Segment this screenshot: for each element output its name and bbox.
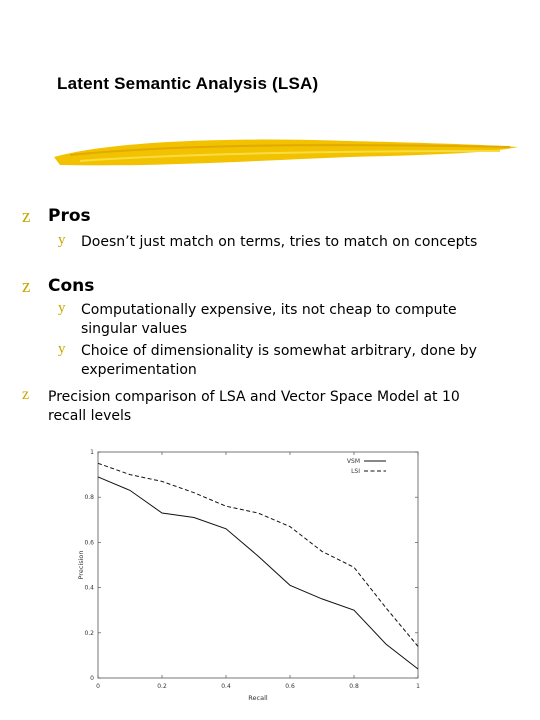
pros-heading: Pros [48,206,91,226]
x-tick-label: 0.8 [349,683,359,690]
x-tick-label: 0 [96,683,100,690]
y-tick-label: 0.4 [84,584,94,592]
cons-item-2-line-2: experimentation [81,362,197,378]
cons-item-1-line-1: Computationally expensive, its not cheap to compute [81,302,457,318]
precision-recall-chart [70,440,430,710]
pros-item: Doesn’t just match on terms, tries to match on concepts [81,234,478,250]
cons-item-1-line-2: singular values [81,321,188,337]
x-tick-label: 0.2 [157,683,167,690]
y-tick-label: 0.2 [84,629,94,637]
pros-bullet: z [22,206,31,227]
x-tick-label: 1 [416,683,420,690]
cons-item-2-line-1: Choice of dimensionality is somewhat arbitrary, done by [81,343,477,359]
cons-item-bullet: y [58,300,66,316]
y-tick-label: 0 [90,675,94,682]
comparison-line-2: recall levels [48,408,132,424]
comparison-bullet: z [22,386,30,403]
y-axis-label: Precision [77,550,85,580]
series-line-vsm [98,477,418,669]
slide-title: Latent Semantic Analysis (LSA) [57,74,319,93]
pros-item-bullet: y [58,232,66,248]
series-line-lsi [98,463,418,646]
comparison-line-1: Precision comparison of LSA and Vector Space Model at 10 [48,389,460,405]
legend-label-lsi: LSI [351,468,360,475]
cons-bullet: z [22,276,31,297]
title-underline-brushstroke [50,133,520,175]
plot-area-frame [98,452,418,678]
y-tick-label: 0.6 [84,539,94,547]
cons-heading: Cons [48,276,95,296]
y-tick-label: 1 [90,449,94,456]
x-tick-label: 0.6 [285,683,295,690]
legend-label-vsm: VSM [346,458,360,465]
y-tick-label: 0.8 [84,494,94,502]
x-tick-label: 0.4 [221,683,231,690]
cons-item-bullet: y [58,341,66,357]
x-axis-label: Recall [248,694,268,702]
